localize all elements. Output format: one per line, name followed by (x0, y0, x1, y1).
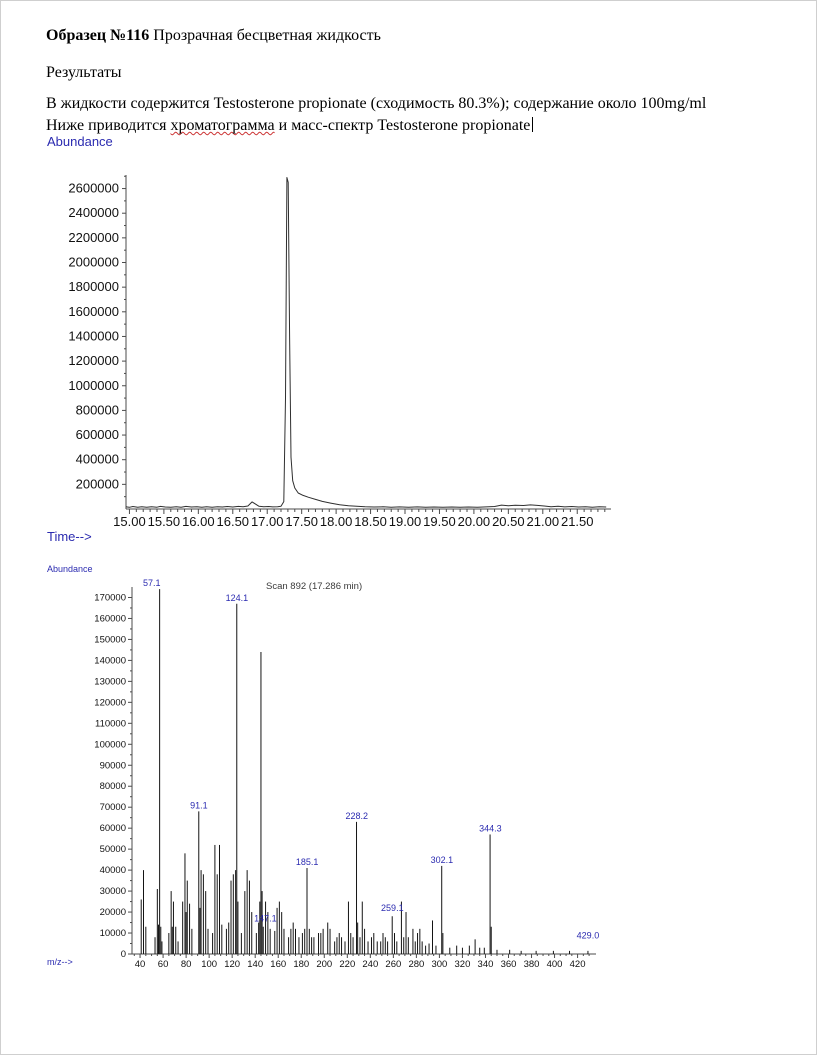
svg-text:429.0: 429.0 (576, 930, 600, 941)
svg-text:280: 280 (408, 959, 425, 970)
svg-text:20.50: 20.50 (492, 514, 525, 529)
result-line-2-pre: Ниже приводится (46, 117, 171, 134)
svg-text:259.1: 259.1 (381, 903, 404, 914)
mass-spectrum-plot (36, 559, 656, 971)
svg-text:800000: 800000 (75, 402, 119, 418)
svg-text:18.00: 18.00 (319, 514, 353, 529)
chromatogram-plot (36, 149, 656, 541)
svg-text:2400000: 2400000 (68, 205, 119, 221)
svg-text:228.2: 228.2 (345, 810, 369, 821)
svg-text:17.00: 17.00 (250, 514, 284, 529)
svg-text:57.1: 57.1 (142, 578, 161, 589)
svg-text:18.50: 18.50 (354, 514, 387, 529)
svg-text:20.00: 20.00 (457, 514, 491, 529)
svg-text:Scan 892 (17.286 min): Scan 892 (17.286 min) (266, 581, 363, 592)
svg-text:170000: 170000 (94, 592, 126, 604)
svg-text:10000: 10000 (99, 928, 126, 940)
svg-text:100000: 100000 (94, 739, 126, 751)
chromatogram-x-axis-title: Time--> (47, 529, 92, 544)
svg-text:50000: 50000 (99, 844, 126, 856)
svg-text:1200000: 1200000 (68, 353, 119, 369)
page-title (46, 27, 381, 45)
svg-text:80000: 80000 (99, 781, 126, 793)
svg-text:140000: 140000 (94, 655, 126, 667)
svg-text:200: 200 (316, 959, 333, 970)
svg-text:2200000: 2200000 (68, 229, 119, 245)
svg-text:15.00: 15.00 (113, 514, 146, 529)
svg-text:70000: 70000 (99, 802, 126, 814)
svg-text:40000: 40000 (99, 865, 126, 877)
svg-text:2000000: 2000000 (68, 254, 119, 270)
sample-number: Образец №116 (46, 27, 150, 44)
svg-text:600000: 600000 (75, 427, 119, 443)
misspelled-word: хроматограмма (170, 117, 275, 134)
svg-text:2600000: 2600000 (68, 180, 119, 196)
svg-text:91.1: 91.1 (190, 800, 208, 811)
svg-text:160: 160 (270, 959, 287, 970)
svg-text:21.00: 21.00 (526, 514, 560, 529)
svg-text:302.1: 302.1 (430, 854, 454, 865)
svg-text:80: 80 (180, 959, 192, 970)
svg-text:120000: 120000 (94, 697, 126, 709)
result-line-2-post: и масс-спектр Testosterone propionate (274, 117, 531, 134)
svg-text:360: 360 (500, 959, 517, 970)
svg-text:100: 100 (201, 959, 218, 970)
svg-text:19.50: 19.50 (423, 514, 456, 529)
svg-text:20000: 20000 (99, 907, 126, 919)
svg-text:220: 220 (339, 959, 356, 970)
svg-text:120: 120 (224, 959, 241, 970)
svg-text:15.50: 15.50 (147, 514, 181, 529)
svg-text:17.50: 17.50 (285, 514, 318, 529)
svg-text:140: 140 (247, 959, 264, 970)
svg-text:1400000: 1400000 (68, 328, 119, 344)
svg-text:40: 40 (134, 959, 146, 970)
svg-text:30000: 30000 (99, 886, 126, 898)
svg-text:420: 420 (569, 959, 586, 970)
svg-text:90000: 90000 (99, 760, 126, 772)
svg-text:240: 240 (362, 959, 379, 970)
result-line-1: В жидкости содержится Testosterone propionate (сходимость 80.3%); содержание около 100mg/ml (46, 95, 707, 112)
svg-text:150000: 150000 (94, 634, 126, 646)
svg-text:147.1: 147.1 (254, 913, 277, 924)
spectrum-y-axis-title: Abundance (47, 564, 93, 574)
svg-text:200000: 200000 (75, 476, 119, 492)
svg-text:340: 340 (477, 959, 494, 970)
results-heading: Результаты (46, 64, 122, 81)
svg-text:1800000: 1800000 (68, 279, 119, 295)
spectrum-x-axis-title: m/z--> (47, 957, 73, 967)
svg-text:1600000: 1600000 (68, 303, 119, 319)
svg-text:110000: 110000 (95, 718, 126, 730)
svg-text:300: 300 (431, 959, 448, 970)
svg-text:185.1: 185.1 (295, 857, 319, 868)
svg-text:0: 0 (120, 949, 126, 960)
svg-text:1000000: 1000000 (68, 377, 119, 393)
svg-text:130000: 130000 (94, 676, 126, 688)
chromatogram-y-axis-title: Abundance (47, 134, 113, 149)
svg-text:400000: 400000 (75, 451, 119, 467)
svg-text:124.1: 124.1 (225, 592, 249, 603)
svg-text:60000: 60000 (99, 823, 126, 835)
svg-text:60: 60 (157, 959, 169, 970)
svg-text:180: 180 (293, 959, 310, 970)
svg-text:380: 380 (523, 959, 540, 970)
svg-text:19.00: 19.00 (388, 514, 422, 529)
svg-text:16.00: 16.00 (182, 514, 215, 529)
svg-text:344.3: 344.3 (479, 823, 502, 834)
svg-text:16.50: 16.50 (216, 514, 250, 529)
svg-text:21.50: 21.50 (560, 514, 594, 529)
svg-text:260: 260 (385, 959, 402, 970)
text-cursor (532, 117, 533, 132)
svg-text:320: 320 (454, 959, 471, 970)
svg-text:160000: 160000 (94, 613, 126, 625)
svg-text:400: 400 (546, 959, 563, 970)
result-line-2 (46, 117, 533, 135)
sample-description: Прозрачная бесцветная жидкость (149, 27, 381, 44)
